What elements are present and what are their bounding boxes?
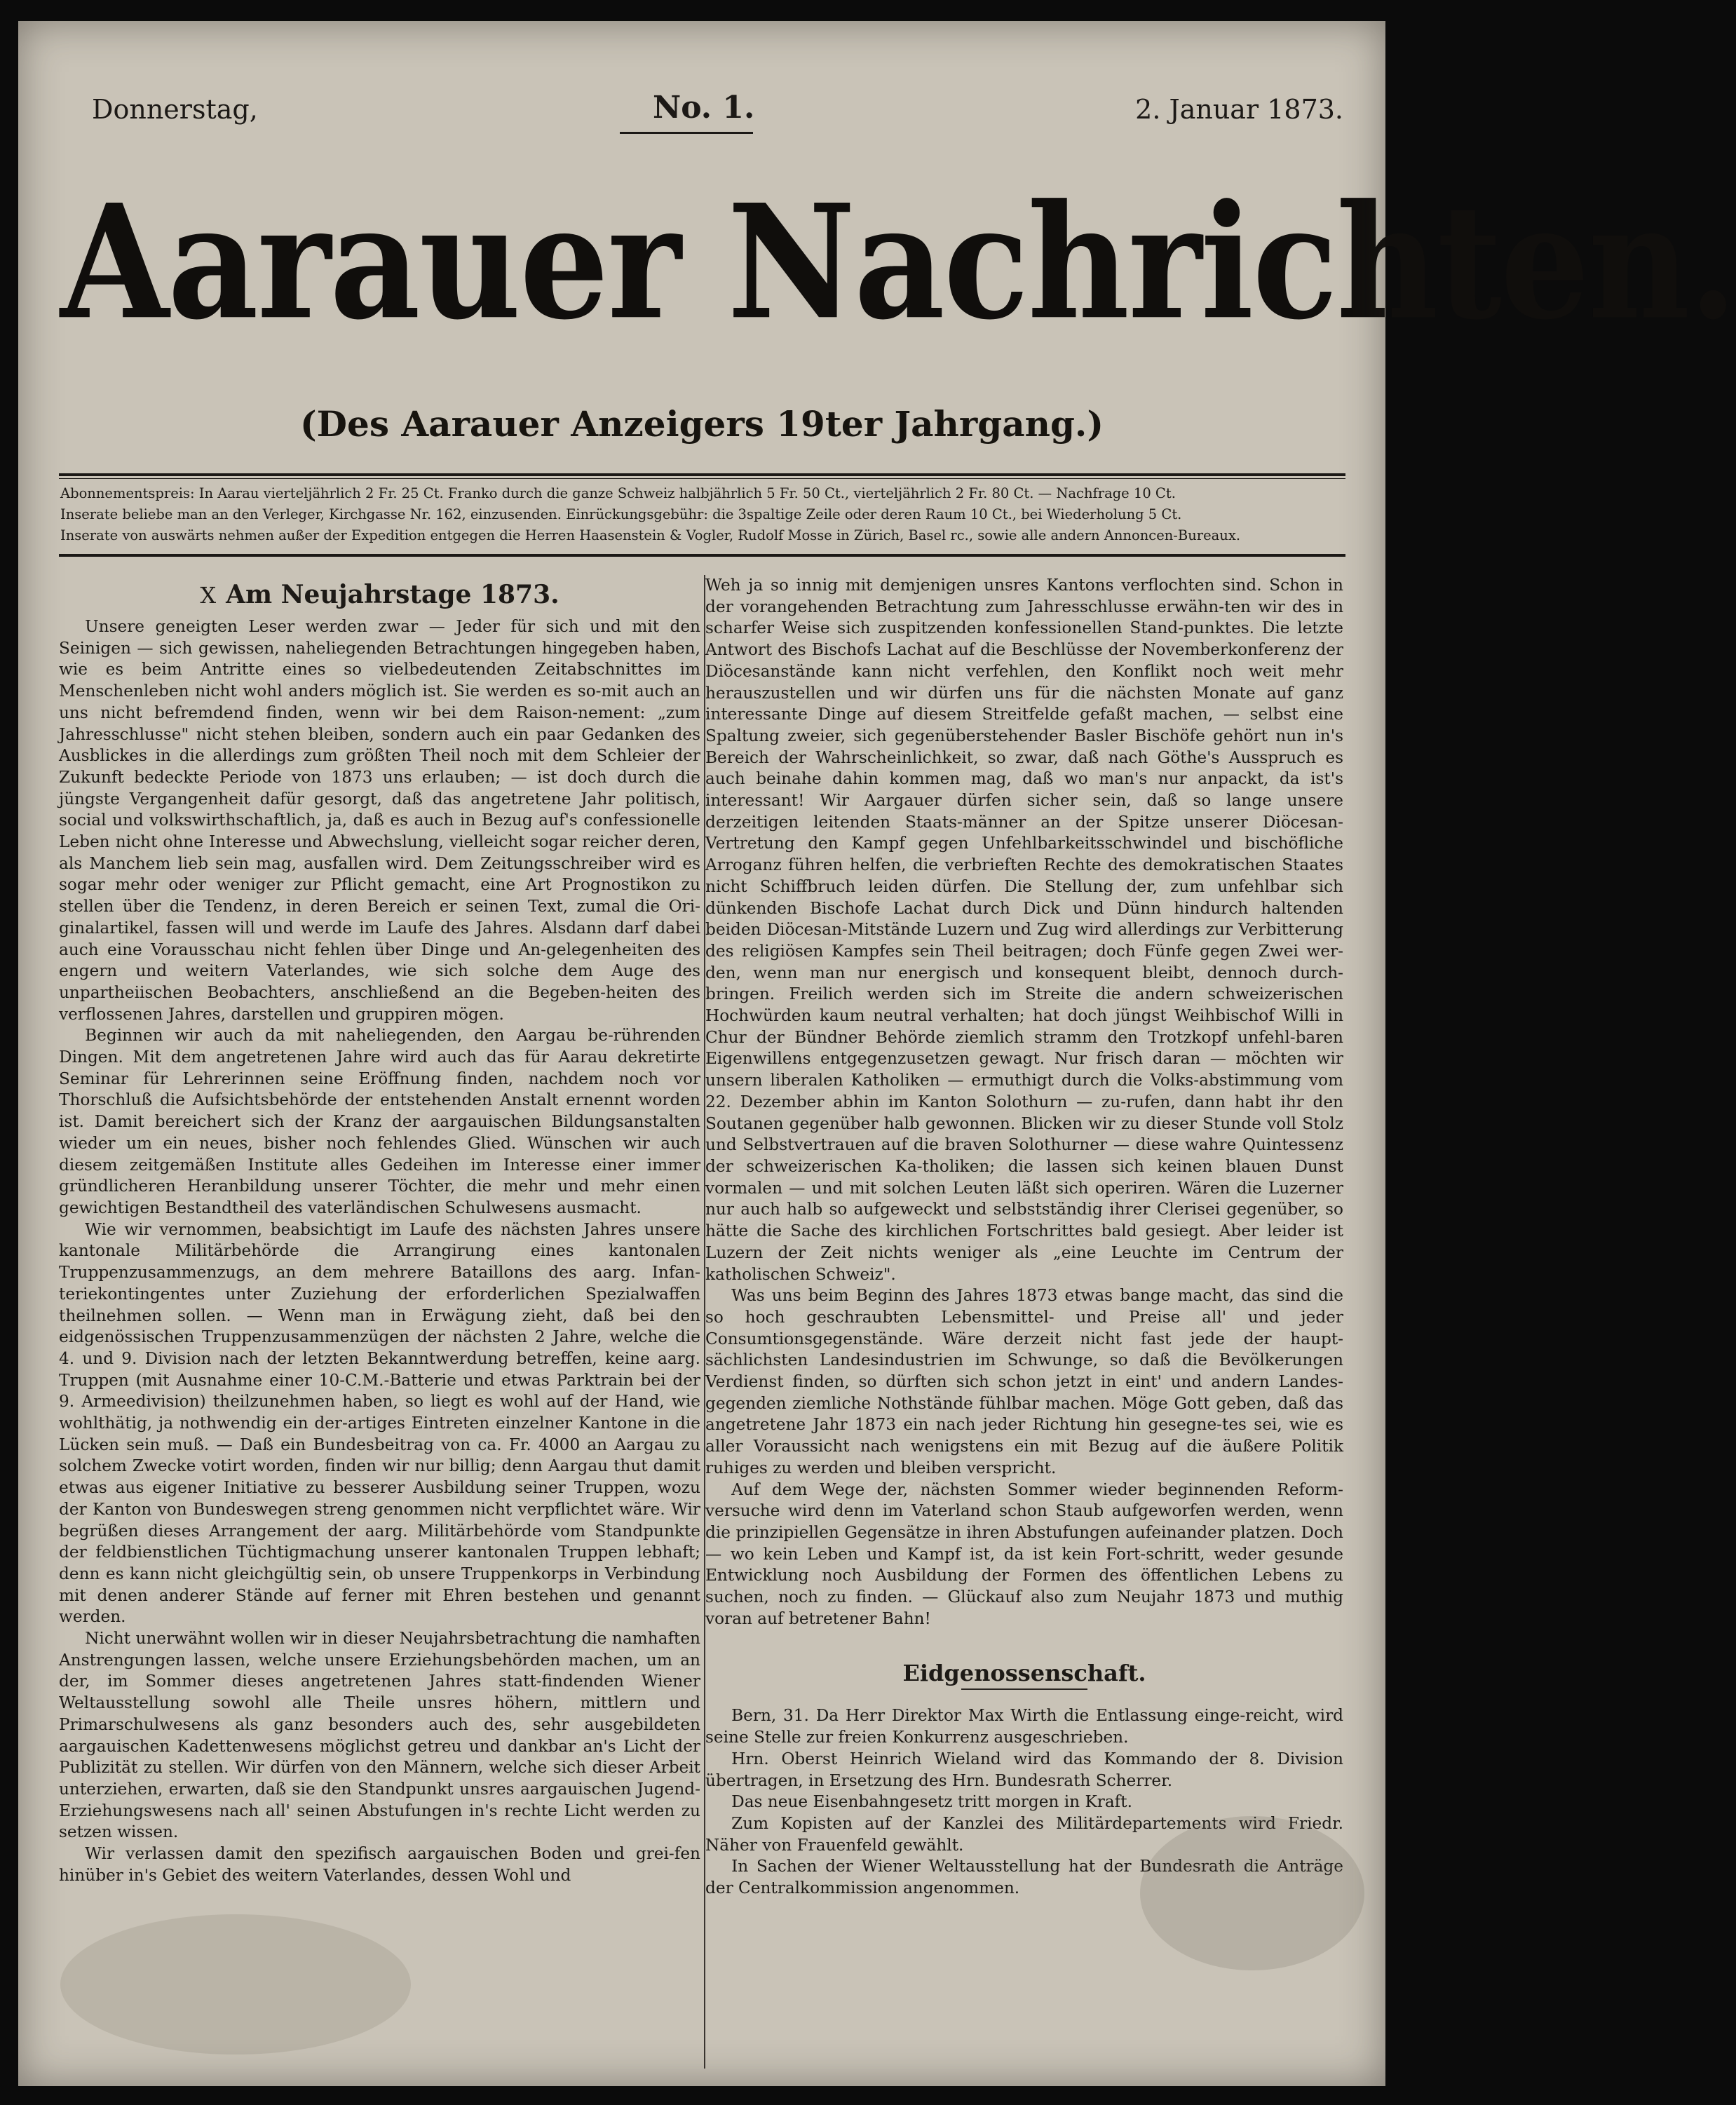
paper-stain	[1140, 1816, 1364, 1970]
news-item: Hrn. Oberst Heinrich Wieland wird das Kommando der 8. Division übertragen, in Ersetzung des Hrn. Bundesrath Scherrer.	[705, 1749, 1343, 1790]
section-title: Eidgenossenschaft.	[902, 1660, 1146, 1687]
article-title-text: Am Neujahrstage 1873.	[226, 580, 560, 609]
issue-date: 2. Januar 1873.	[1135, 94, 1343, 125]
article-paragraph: Weh ja so innig mit demjenigen unsres Kantons verflochten sind. Schon in der vorangehenden Betrachtung zum Jahresschlusse erwähn-ten wir des in scharfer Weise sich zuspitzenden konfessionellen Stand-punktes. Die letzte Antwort des Bischofs Lachat auf die Beschlüsse der Novemberkonferenz der Diöcesanstände kann nicht verfehlen, den Konflikt noch weit mehr herauszustellen und wir dürfen uns für die nächsten Monate auf ganz interessante Dinge auf diesem Streitfelde gefaßt machen, — selbst eine Spaltung zweier, sich gegenüberstehender Basler Bischöfe gehört nun in's Bereich der Wahrscheinlichkeit, so zwar, daß nach Göthe's Ausspruch es auch beinahe dahin kommen mag, daß wo man's nur anpackt, da ist's interessant! Wir Aargauer dürfen sicher sein, daß so lange unsere derzeitigen leitenden Staats-männer an der Spitze unserer Diöcesan-Vertretung den Kampf gegen Unfehlbarkeitsschwindel und bischöfliche Arroganz führen helfen, die verbrieften Rechte des demokratischen Staates nicht Schiffbruch leiden dürfen. Die Stellung der, zum unfehlbar sich dünkenden Bischofe Lachat durch Dick und Dünn hindurch haltenden beiden Diöcesan-Mitstände Luzern und Zug wird allerdings zur Verbitterung des religiösen Kampfes sein Theil beitragen; doch Fünfe gegen Zwei wer-den, wenn man nur energisch und konsequent bleibt, dennoch durch-bringen. Freilich werden sich im Streite die andern schweizerischen Hochwürden kaum neutral verhalten; hat doch jüngst Weihbischof Willi in Chur der Bündner Behörde ziemlich stramm den Trotzkopf unfehl-baren Eigenwillens entgegenzusetzen gewagt. Nur frisch daran — möchten wir unsern liberalen Katholiken — ermuthigt durch die Volks-abstimmung vom 22. Dezember abhin im Kanton Solothurn — zu-rufen, dann habt ihr den Soutanen gegenüber halb gewonnen. Blicken wir zu dieser Stunde voll Stolz und Selbstvertrauen auf die braven Solothurner — diese wahre Quintessenz der schweizerischen Ka-tholiken; die lassen sich keinen blauen Dunst vormalen — und mit solchen Leuten läßt sich operiren. Wären die Luzerner nur auch halb so aufgeweckt und selbstständig ihrer Clerisei gegenüber, so hätte die Sache des kirchlichen Fortschrittes bald gesiegt. Aber leider ist Luzern der Zeit nichts weniger als „eine Leuchte im Centrum der katholischen Schweiz".	[705, 576, 1343, 1284]
article-paragraph: Nicht unerwähnt wollen wir in dieser Neujahrsbetrachtung die namhaften Anstrengungen lassen, welche unsere Erziehungsbehörden machen, um an der, im Sommer dieses angetretenen Jahres statt-findenden Wiener Weltausstellung sowohl alle Theile unsres höhern, mittlern und Primarschulwesens als ganz besonders auch des, sehr ausgebildeten aargauischen Kadettenwesens möglichst getreu und dankbar an's Licht der Publizität zu stellen. Wir dürfen von den Männern, welche sich dieser Arbeit unterziehen, erwarten, daß sie den Standpunkt unsres aargauischen Jugend-Erziehungswesens nach all' seinen Abstufungen in's rechte Licht werden zu setzen wissen.	[59, 1629, 700, 1842]
article-paragraph: Auf dem Wege der, nächsten Sommer wieder beginnenden Reform-versuche wird denn im Vaterland schon Staub aufgeworfen werden, wenn die prinzipiellen Gegensätze in ihren Abstufungen aufeinander platzen. Doch — wo kein Leben und Kampf ist, da ist kein Fort-schritt, weder gesunde Entwicklung noch Ausbildung der Formen des öffentlichen Lebens zu suchen, noch zu finden. — Glückauf also zum Neujahr 1873 und muthig voran auf betretener Bahn!	[705, 1480, 1343, 1628]
article-paragraph: Beginnen wir auch da mit naheliegenden, den Aargau be-rührenden Dingen. Mit dem angetretenen Jahre wird auch das für Aarau dekretirte Seminar für Lehrerinnen seine Eröffnung finden, nachdem noch vor Thorschluß die Aufsichtsbehörde der entstehenden Anstalt ernennt worden ist. Damit bereichert sich der Kranz der aargauischen Bildungsanstalten wieder um ein neues, bisher noch fehlendes Glied. Wünschen wir auch diesem zeitgemäßen Institute alles Gedeihen im Interesse einer immer gründlicheren Heranbildung unserer Töchter, die mehr und mehr einen gewichtigen Bestandtheil des vaterländischen Schulwesens ausmacht.	[59, 1026, 700, 1217]
paper-stain	[60, 1914, 411, 2055]
article-column-right	[705, 575, 1343, 1900]
info-line-agencies: Inserate von auswärts nehmen außer der Expedition entgegen die Herren Haasenstein & Vogler, Rudolf Mosse in Zürich, Basel rc., sowie alle andern Annoncen-Bureaux.	[60, 527, 1241, 543]
info-line-ads: Inserate beliebe man an den Verleger, Kirchgasse Nr. 162, einzusenden. Einrückungsgebühr: die 3spaltige Zeile oder deren Raum 10 Ct., bei Wiederholung 5 Ct.	[60, 506, 1182, 522]
article-title	[59, 578, 700, 612]
article-paragraph: Wir verlassen damit den spezifisch aargauischen Boden und grei-fen hinüber in's Gebiet des weitern Vaterlandes, dessen Wohl und	[59, 1844, 700, 1885]
rule-bottom	[59, 554, 1345, 557]
news-item: In Sachen der Wiener Weltausstellung hat der Bundesrath die Anträge der Centralkommission angenommen.	[705, 1857, 1343, 1898]
news-item: Das neue Eisenbahngesetz tritt morgen in Kraft.	[731, 1792, 1132, 1812]
rule-top-thin	[59, 478, 1345, 479]
issue-number-rule	[620, 132, 753, 134]
article-column-left	[59, 575, 700, 1886]
issue-day: Donnerstag,	[92, 94, 258, 125]
masthead-subtitle: (Des Aarauer Anzeigers 19ter Jahrgang.)	[300, 403, 1104, 445]
info-line-subscription: Abonnementspreis: In Aarau vierteljährlich 2 Fr. 25 Ct. Franko durch die ganze Schweiz halbjährlich 5 Fr. 50 Ct., vierteljährlich 2 Fr. 80 Ct. — Nachfrage 10 Ct.	[60, 485, 1176, 501]
article-paragraph: Was uns beim Beginn des Jahres 1873 etwas bange macht, das sind die so hoch geschraubten Lebensmittel- und Preise all' und jeder Consumtionsgegenstände. Wäre derzeit nicht fast jede der haupt-sächlichsten Landesindustrien im Schwunge, so daß die Bevölkerungen Verdienst finden, so dürften sich schon jetzt in eint' und andern Landes-gegenden ziemliche Nothstände fühlbar machen. Möge Gott geben, daß das angetretene Jahr 1873 ein nach jeder Richtung hin gesegne-tes sei, wie es aller Voraussicht nach wenigstens ein mit Bezug auf die äußere Politik ruhiges zu werden und bleiben verspricht.	[705, 1286, 1343, 1477]
newspaper-page	[18, 21, 1736, 2086]
rule-top	[59, 473, 1345, 476]
news-item: Bern, 31. Da Herr Direktor Max Wirth die Entlassung einge-reicht, wird seine Stelle zur freien Konkurrenz ausgeschrieben.	[705, 1706, 1343, 1747]
article-paragraph: Unsere geneigten Leser werden zwar — Jeder für sich und mit den Seinigen — sich gewissen, naheliegenden Betrachtungen hingegeben haben, wie es beim Antritte eines so vielbedeutenden Zeitabschnittes im Menschenleben nicht wohl anders möglich ist. Sie werden es so-mit auch an uns nicht befremdend finden, wenn wir bei dem Raison-nement: „zum Jahresschlusse" nicht stehen bleiben, sondern auch ein paar Gedanken des Ausblickes in die allerdings zum größten Theil noch mit dem Schleier der Zukunft bedeckte Periode von 1873 uns erlauben; — ist doch durch die jüngste Vergangenheit dafür gesorgt, daß das angetretene Jahr politisch, social und volkswirthschaftlich, ja, daß es auch in Bezug auf's confessionelle Leben nicht ohne Interesse und Abwechslung, vielleicht sogar reicher deren, als Manchem lieb sein mag, ausfallen wird. Dem Zeitungsschreiber wird es sogar mehr oder weniger zur Pflicht gemacht, eine Art Prognostikon zu stellen über die Tendenz, in deren Bereich er seinen Text, zumal die Ori-ginalartikel, fassen will und werde im Laufe des Jahres. Alsdann darf dabei auch eine Vorausschau nicht fehlen über Dinge und An-gelegenheiten des engern und weitern Vaterlandes, wie sich solche dem Auge des unpartheiischen Beobachters, anschließend an die Begeben-heiten des verflossenen Jahres, darstellen und gruppiren mögen.	[59, 617, 700, 1024]
article-mark: X	[200, 582, 217, 609]
issue-number: No. 1.	[653, 90, 755, 126]
article-paragraph: Wie wir vernommen, beabsichtigt im Laufe des nächsten Jahres unsere kantonale Militärbehörde die Arrangirung eines kantonalen Truppenzusammenzugs, an dem mehrere Bataillons des aarg. Infan-teriekontingentes unter Zuziehung der erforderlichen Spezialwaffen theilnehmen sollen. — Wenn man in Erwägung zieht, daß bei den eidgenössischen Truppenzusammenzügen der nächsten 2 Jahre, welche die 4. und 9. Division nach der letzten Bekanntwerdung betreffen, keine aarg. Truppen (mit Ausnahme einer 10-C.M.-Batterie und etwas Parktrain bei der 9. Armeedivision) theilzunehmen haben, so liegt es wohl auf der Hand, wie wohlthätig, ja nothwendig ein der-artiges Eintreten einzelner Kantone in die Lücken sein muß. — Daß ein Bundesbeitrag von ca. Fr. 4000 an Aargau zu solchem Zwecke votirt worden, finden wir nur billig; denn Aargau thut damit etwas aus eigener Initiative zu besserer Ausbildung seiner Truppen, wozu der Kanton von Bundeswegen streng genommen nicht verpflichtet wäre. Wir begrüßen dieses Arrangement der aarg. Militärbehörde vom Standpunkte der feldbienstlichen Tüchtigmachung unserer kantonalen Truppen lebhaft; denn es kann nicht gleichgültig sein, ob unsere Truppenkorps in Verbindung mit denen anderer Stände auf ferner mit Ehren bestehen und genannt werden.	[59, 1219, 700, 1627]
section-heading-eidgenossenschaft	[705, 1658, 1343, 1690]
news-item: Zum Kopisten auf der Kanzlei des Militärdepartements wird Friedr. Näher von Frauenfeld gewählt.	[705, 1813, 1343, 1855]
masthead-title: Aarauer Nachrichten.	[60, 170, 1736, 356]
section-title-rule	[961, 1688, 1087, 1690]
